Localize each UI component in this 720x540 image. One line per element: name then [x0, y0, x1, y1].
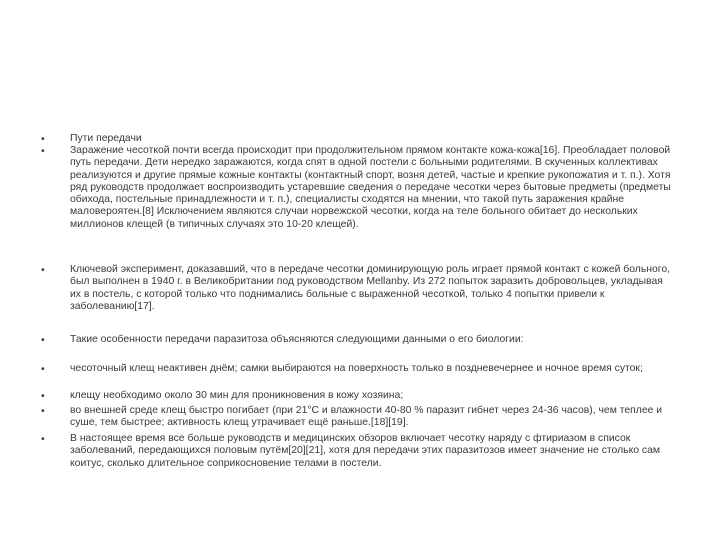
bullet-marker: • [41, 433, 45, 445]
bullet-text: Такие особенности передачи паразитоза объясняются следующими данными о его биологии: [70, 334, 524, 345]
bullet-text: Заражение чесоткой почти всегда происходит при продолжительном прямом контакте кожа-кожа[16]. Преобладает половой путь передачи. Дети нередко заражаются, когда спят в одной постели с больными родителями. В скученных коллективах реализуются и другие прямые кожные контакты (контактный спорт, возня детей, частые и крепкие рукопожатия и т. п.). Хотя ряд руководств продолжает воспроизводить устаревшие сведения о передаче чесотки через бытовые предметы (предметы обихода, постельные принадлежности и т. п.), специалисты сходятся на мнении, что такой путь заражения крайне маловероятен.[8] Исключением являются случаи норвежской чесотки, когда на теле больного обитает до нескольких миллионов клещей (в типичных случаях это 10-20 клещей). [70, 145, 671, 230]
bullet-marker: • [41, 390, 45, 402]
bullet-marker: • [41, 145, 45, 157]
bullet-marker: • [41, 334, 45, 346]
bullet-text: Пути передачи [70, 133, 142, 144]
bullet-marker: • [41, 405, 45, 417]
bullet-marker: • [41, 133, 45, 145]
bullet-text: клещу необходимо около 30 мин для проникновения в кожу хозяина; [70, 390, 404, 401]
bullet-text: В настоящее время все больше руководств и медицинских обзоров включает чесотку наряду с фтириазом в список заболеваний, передающихся половым путём[20][21], хотя для передачи этих паразитозов имеет значение не столько сам коитус, сколько длительное соприкосновение телами в постели. [70, 433, 661, 469]
bullet-marker: • [41, 264, 45, 276]
bullet-text: во внешней среде клещ быстро погибает (при 21°C и влажности 40-80 % паразит гибнет через 24-36 часов), чем теплее и суше, тем быстрее; активность клещ утрачивает ещё раньше.[18][19]. [70, 405, 663, 429]
bullet-marker: • [41, 363, 45, 375]
bullet-text: Ключевой эксперимент, доказавший, что в передаче чесотки доминирующую роль играет прямой контакт с кожей больного, был выполнен в 1940 г. в Великобритании под руководством Mellanby. Из 272 попыток заразить добровольцев, укладывая их в постель, с которой только что поднимались больные с выраженной чесоткой, только 4 попытки привели к заболеванию[17]. [70, 264, 671, 312]
bullet-text: чесоточный клещ неактивен днём; самки выбираются на поверхность только в поздневечернее и ночное время суток; [70, 363, 643, 374]
